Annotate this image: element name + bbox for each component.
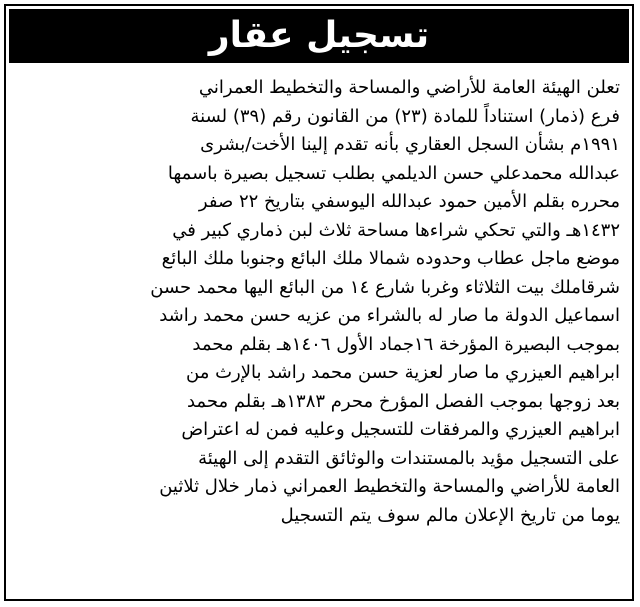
- notice-line: موضع ماجل عطاب وحدوده شمالا ملك البائع وجنوبا ملك البائع: [161, 248, 620, 269]
- notice-line: بموجب البصيرة المؤرخة ١٦جماد الأول ١٤٠٦هـ بقلم محمد: [192, 333, 620, 355]
- notice-line: ابراهيم العيزري ما صار لعزية حسن محمد راشد بالإرث من: [186, 362, 620, 383]
- notice-line: العامة للأراضي والمساحة والتخطيط العمراني ذمار خلال ثلاثين: [159, 476, 620, 497]
- notice-line: ١٩٩١م بشأن السجل العقاري بأنه تقدم إلينا الأخت/بشرى: [200, 134, 620, 155]
- notice-line: ابراهيم العيزري والمرفقات للتسجيل وعليه فمن له اعتراض: [181, 419, 620, 440]
- notice-header: [9, 9, 629, 63]
- notice-title: تسجيل عقار: [208, 15, 430, 56]
- notice-body: [18, 74, 620, 530]
- notice-line: عبدالله محمدعلي حسن الديلمي بطلب تسجيل بصيرة باسمها: [167, 162, 620, 184]
- notice-line: فرع (ذمار) استناداً للمادة (٢٣) من القانون رقم (٣٩) لسنة: [190, 105, 620, 127]
- notice-line: شرقاملك بيت الثلاثاء وغربا شارع ١٤ من البائع اليها محمد حسن: [150, 276, 620, 298]
- notice-line: محرره بقلم الأمين حمود عبدالله اليوسفي بتاريخ ٢٢ صفر: [198, 191, 620, 212]
- notice-line: اسماعيل الدولة ما صار له بالشراء من عزيه حسن محمد راشد: [159, 305, 620, 326]
- notice-line: على التسجيل مؤيد بالمستندات والوثائق التقدم إلى الهيئة: [198, 447, 620, 469]
- notice-line: بعد زوجها بموجب الفصل المؤرخ محرم ١٣٨٣هـ بقلم محمد: [186, 390, 620, 412]
- notice-line: يوما من تاريخ الإعلان مالم سوف يتم التسجيل: [280, 504, 620, 526]
- notice-line: ١٤٣٢هـ والتي تحكي شراءها مساحة ثلاث لبن ذماري كبير في: [172, 219, 620, 241]
- notice-line: تعلن الهيئة العامة للأراضي والمساحة والتخطيط العمراني: [198, 77, 620, 98]
- notice-box: [4, 4, 634, 601]
